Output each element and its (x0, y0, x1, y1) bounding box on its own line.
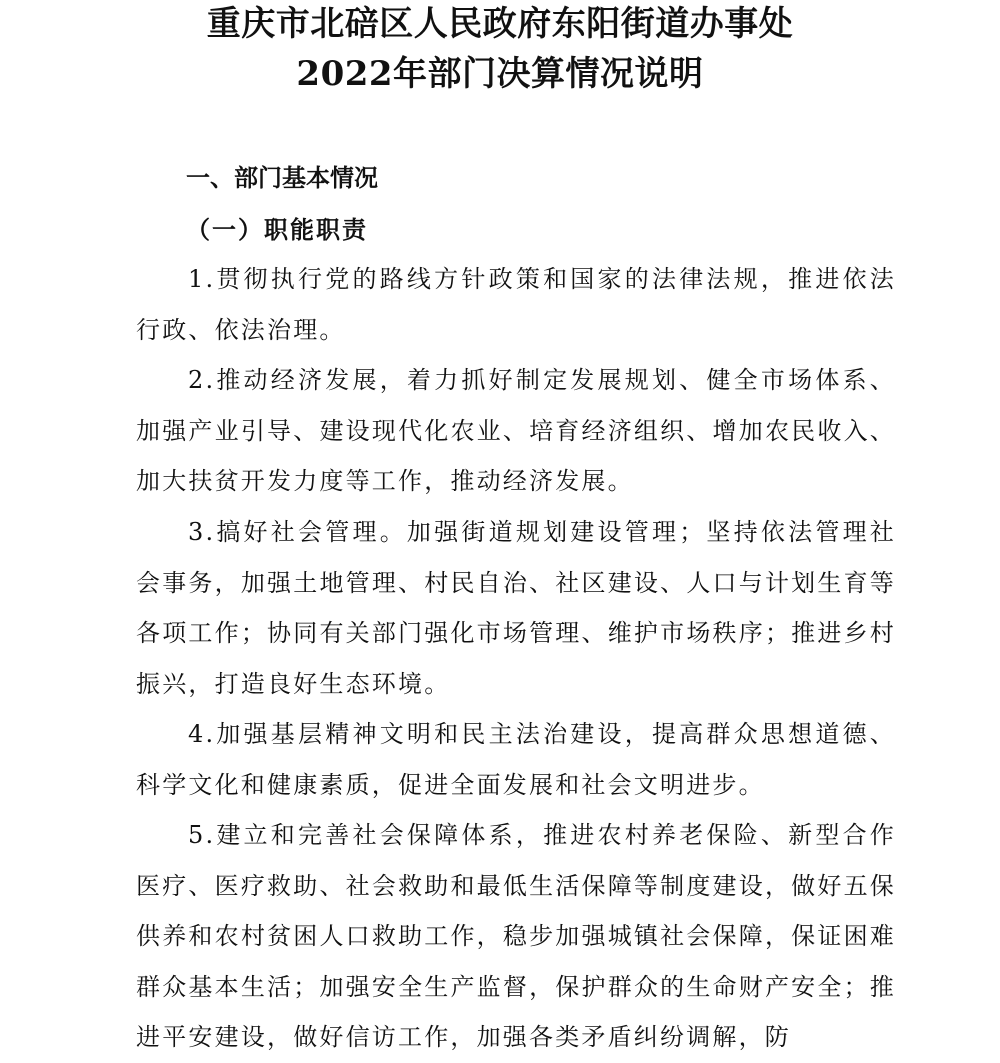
section-heading: 一、部门基本情况 (186, 164, 378, 192)
document-title-line1: 重庆市北碚区人民政府东阳街道办事处 (206, 4, 794, 44)
paragraph-5: 5.建立和完善社会保障体系，推进农村养老保险、新型合作医疗、医疗救助、社会救助和最低生活保障等制度建设，做好五保供养和农村贫困人口救助工作，稳步加强城镇社会保障，保证困难群众基本生活；加强安全生产监督，保护群众的生命财产安全；推进平安建设，做好信访工作，加强各类矛盾纠纷调解，防 (136, 821, 896, 1051)
paragraph-4: 4.加强基层精神文明和民主法治建设，提高群众思想道德、科学文化和健康素质，促进全面发展和社会文明进步。 (136, 720, 896, 799)
paragraph-3: 3.搞好社会管理。加强街道规划建设管理；坚持依法管理社会事务，加强土地管理、村民自治、社区建设、人口与计划生育等各项工作；协同有关部门强化市场管理、维护市场秩序；推进乡村振兴，打造良好生态环境。 (136, 518, 896, 698)
paragraph-2: 2.推动经济发展，着力抓好制定发展规划、健全市场体系、加强产业引导、建设现代化农业、培育经济组织、增加农民收入、加大扶贫开发力度等工作，推动经济发展。 (136, 366, 896, 495)
document-title-line2: 2022年部门决算情况说明 (296, 54, 704, 94)
subsection-heading: （一）职能职责 (186, 215, 368, 244)
paragraph-1: 1.贯彻执行党的路线方针政策和国家的法律法规，推进依法行政、依法治理。 (136, 265, 896, 344)
